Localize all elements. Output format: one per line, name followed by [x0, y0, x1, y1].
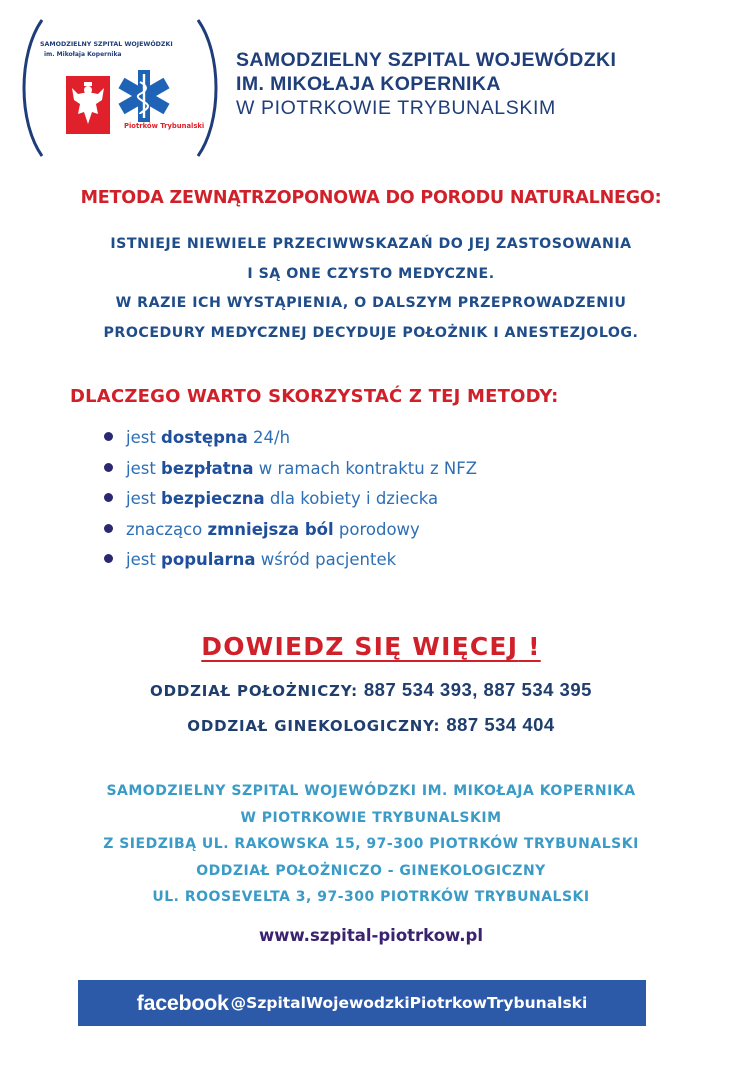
contact-gynecology — [0, 714, 742, 736]
bullet-icon — [104, 493, 113, 502]
phone-numbers: 887 534 404 — [446, 714, 555, 735]
address-line: UL. ROOSEVELTA 3, 97-300 PIOTRKÓW TRYBUNALSKI — [152, 889, 590, 905]
hospital-logo — [20, 14, 220, 162]
list-item: znacząco zmniejsza ból porodowy — [104, 515, 477, 546]
method-line: W RAZIE ICH WYSTĄPIENIA, O DALSZYM PRZEPROWADZENIU — [115, 295, 627, 311]
address-line: ODDZIAŁ POŁOŻNICZO - GINEKOLOGICZNY — [196, 862, 546, 879]
method-description — [0, 230, 742, 348]
contact-label: ODDZIAŁ GINEKOLOGICZNY: — [187, 717, 447, 735]
learn-more-heading: DOWIEDZ SIĘ WIĘCEJ ! — [201, 632, 541, 661]
method-line: ISTNIEJE NIEWIELE PRZECIWWSKAZAŃ DO JEJ ZASTOSOWANIA — [110, 236, 632, 252]
list-item: jest dostępna 24/h — [104, 423, 477, 454]
address-line: SAMODZIELNY SZPITAL WOJEWÓDZKI IM. MIKOŁAJA KOPERNIKA — [106, 783, 636, 799]
list-item: jest popularna wśród pacjentek — [104, 545, 477, 576]
list-item: jest bezpłatna w ramach kontraktu z NFZ — [104, 454, 477, 485]
star-of-life-icon — [118, 70, 169, 122]
contact-maternity — [0, 679, 742, 701]
logo-title: SAMODZIELNY SZPITAL WOJEWÓDZKI — [40, 41, 173, 48]
reasons-list — [104, 423, 477, 576]
address-line: Z SIEDZIBĄ UL. RAKOWSKA 15, 97-300 PIOTRKÓW TRYBUNALSKI — [103, 836, 639, 852]
list-item: jest bezpieczna dla kobiety i dziecka — [104, 484, 477, 515]
facebook-banner[interactable] — [78, 980, 646, 1026]
facebook-logo: facebook — [136, 990, 229, 1015]
header-line-1: SAMODZIELNY SZPITAL WOJEWÓDZKI — [236, 49, 617, 71]
header-line-3: W PIOTRKOWIE TRYBUNALSKIM — [236, 97, 556, 119]
hospital-address — [0, 778, 742, 911]
bullet-icon — [104, 554, 113, 563]
method-line: PROCEDURY MEDYCZNEJ DECYDUJE POŁOŻNIK I ANESTEZJOLOG. — [103, 324, 639, 341]
website-link[interactable]: www.szpital-piotrkow.pl — [259, 926, 483, 945]
why-title: DLACZEGO WARTO SKORZYSTAĆ Z TEJ METODY: — [70, 386, 559, 407]
facebook-handle: @SzpitalWojewodzkiPiotrkowTrybunalski — [230, 994, 588, 1012]
bullet-icon — [104, 432, 113, 441]
method-title: METODA ZEWNĄTRZOPONOWA DO PORODU NATURALNEGO: — [80, 188, 662, 208]
contact-label: ODDZIAŁ POŁOŻNICZY: — [150, 682, 364, 700]
method-line: I SĄ ONE CZYSTO MEDYCZNE. — [247, 265, 495, 282]
phone-numbers: 887 534 393, 887 534 395 — [363, 679, 592, 700]
logo-city: Piotrków Trybunalski — [124, 122, 205, 130]
logo-subtitle: im. Mikołaja Kopernika — [44, 51, 122, 58]
bullet-icon — [104, 463, 113, 472]
header-line-2: IM. MIKOŁAJA KOPERNIKA — [236, 73, 501, 95]
bullet-icon — [104, 524, 113, 533]
address-line: W PIOTRKOWIE TRYBUNALSKIM — [240, 809, 502, 826]
hospital-name-header — [236, 48, 616, 120]
logo-emblem — [20, 14, 220, 162]
